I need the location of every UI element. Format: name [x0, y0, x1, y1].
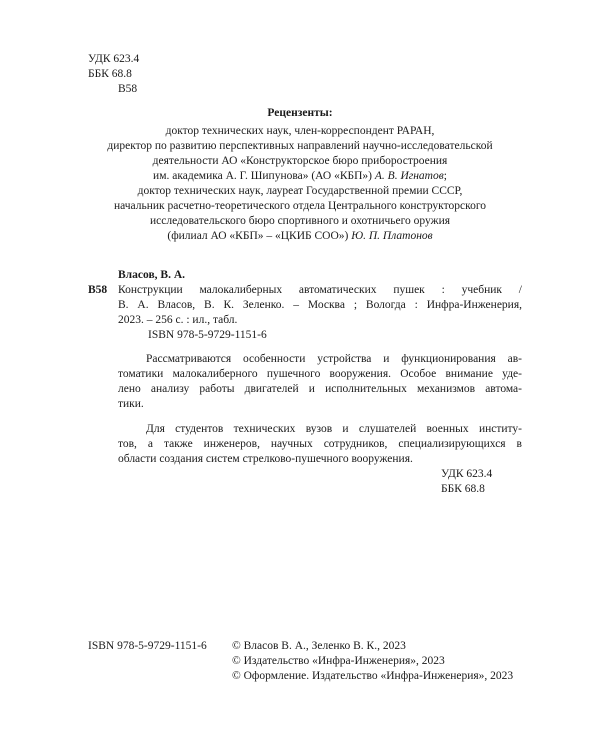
- copyright-design: © Оформление. Издательство «Инфра-Инженерия», 2023: [232, 670, 514, 682]
- bib-line-2: В. А. Власов, В. К. Зеленко. – Москва ; Вологда : Инфра-Инженерия,: [118, 299, 522, 311]
- footer-isbn: ISBN 978-5-9729-1151-6: [88, 640, 207, 652]
- bib-isbn: ISBN 978-5-9729-1151-6: [148, 329, 267, 341]
- abstract-p1-line-4: тики.: [118, 398, 144, 410]
- reviewer-line-4-prefix: им. академика А. Г. Шипунова» (АО «КБП»): [153, 170, 373, 182]
- author-mark: В58: [118, 83, 138, 95]
- reviewer-line-8: [60, 229, 540, 244]
- bib-description: [118, 283, 522, 328]
- reviewer-line-4: [60, 169, 540, 184]
- abstract-p1-line-1: Рассматриваются особенности устройства и функционирования ав-: [146, 353, 522, 365]
- abstract-p2-line-3: области создания систем стрелково-пушечного вооружения.: [118, 453, 413, 465]
- reviewer-line-2: директор по развитию перспективных направлений научно-исследовательской: [107, 140, 493, 152]
- author-heading: Власов, В. А.: [118, 269, 186, 281]
- copyright-publisher: © Издательство «Инфра-Инженерия», 2023: [232, 655, 445, 667]
- bib-mark: В58: [88, 284, 108, 296]
- copyright-authors: © Власов В. А., Зеленко В. К., 2023: [232, 640, 406, 652]
- reviewer-line-3: деятельности АО «Конструкторское бюро приборостроения: [152, 155, 448, 167]
- bib-line-3: 2023. – 256 с. : ил., табл.: [118, 314, 238, 326]
- abstract: [118, 352, 522, 467]
- reviewer-line-6: начальник расчетно-теоретического отдела Центрального конструкторского: [113, 200, 487, 212]
- reviewer-line-8-prefix: (филиал АО «КБП» – «ЦКИБ СОО»): [167, 230, 349, 242]
- reviewer-line-4-suffix: ;: [443, 170, 447, 182]
- bottom-bbk-code: ББК 68.8: [441, 483, 485, 495]
- reviewer-line-1: доктор технических наук, член-корреспондент РАРАН,: [165, 125, 435, 137]
- reviewer-name-platonov: Ю. П. Платонов: [351, 230, 433, 242]
- udk-code: УДК 623.4: [88, 53, 140, 65]
- copyright-block: [232, 639, 513, 684]
- bib-line-1: Конструкции малокалиберных автоматических пушек : учебник /: [118, 284, 522, 296]
- reviewers-block: [60, 106, 540, 244]
- abstract-p1-line-2: томатики малокалиберного пушечного вооружения. Особое внимание уде-: [118, 368, 522, 380]
- abstract-p1-line-3: лено анализу работы двигателей и исполнительных механизмов автома-: [118, 383, 522, 395]
- abstract-p2-line-2: тов, а также инженеров, научных сотрудников, специализирующихся в: [118, 438, 522, 450]
- reviewer-line-5: доктор технических наук, лауреат Государственной премии СССР,: [137, 185, 463, 197]
- reviewer-name-ignatov: А. В. Игнатов: [374, 170, 444, 182]
- bottom-udk-code: УДК 623.4: [441, 468, 493, 480]
- reviewers-title: Рецензенты:: [267, 107, 333, 119]
- reviewer-line-7: исследовательского бюро спортивного и охотничьего оружия: [149, 215, 451, 227]
- abstract-p2-line-1: Для студентов технических вузов и слушателей военных институ-: [146, 423, 522, 435]
- bbk-code: ББК 68.8: [88, 68, 132, 80]
